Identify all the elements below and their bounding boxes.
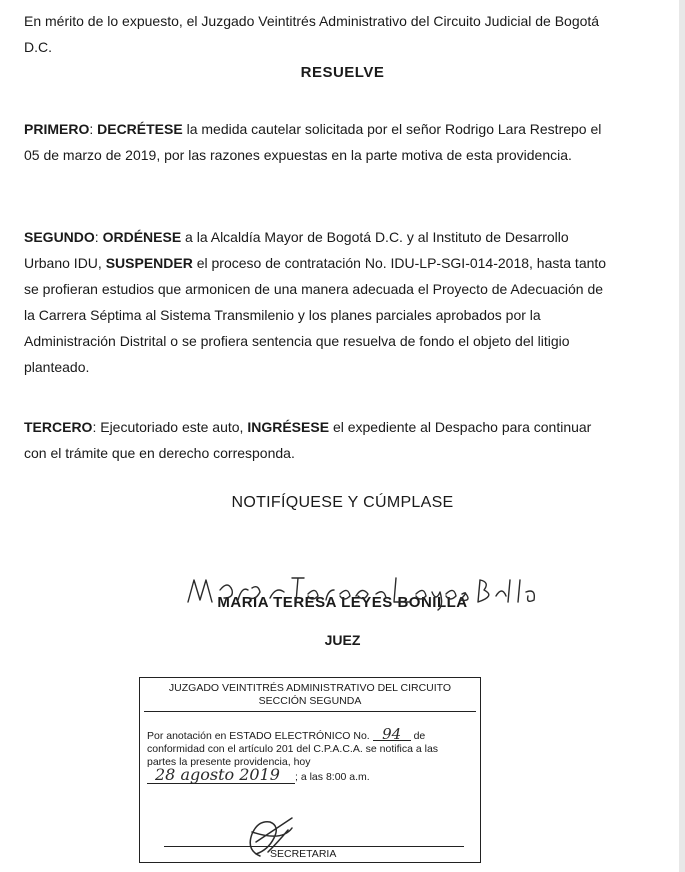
handwritten-signature bbox=[180, 566, 540, 612]
segundo-verb-2: SUSPENDER bbox=[105, 255, 193, 271]
stamp-line-1: Por anotación en ESTADO ELECTRÓNICO No. 94 de bbox=[147, 725, 426, 743]
primero-verb: DECRÉTESE bbox=[97, 121, 183, 137]
tercero-text-2: el expediente al Despacho para continuar con el trámite que en derecho corresponda. bbox=[24, 419, 592, 461]
secretary-signature bbox=[160, 812, 370, 860]
stamp-line-4: 28 agosto 2019 ; a las 8:00 a.m. bbox=[147, 767, 473, 784]
stamp-line-3: partes la presente providencia, hoy bbox=[147, 756, 311, 768]
stamp-secretary-label: SECRETARIA bbox=[270, 848, 337, 860]
segundo-text-1: a la Alcaldía Mayor de Bogotá D.C. y al Instituto de Desarrollo Urbano IDU, bbox=[24, 229, 569, 271]
stamp-header bbox=[144, 678, 476, 712]
segundo-text-2: el proceso de contratación No. IDU-LP-SGI-014-2018, hasta tanto se profieran estudios que armonicen de una manera adecuada el Proyecto de Adecuación de la Carrera Séptima al Sistema Transmilenio y los planes parciales aprobados por la Administración Distrital o se profiera sentencia que resuelva de fondo el objeto del litigio planteado. bbox=[24, 255, 607, 375]
stamp-date: 28 agosto 2019 bbox=[147, 767, 295, 784]
tercero-label: TERCERO bbox=[24, 419, 93, 435]
primero-text: la medida cautelar solicitada por el señor Rodrigo Lara Restrepo el 05 de marzo de 2019, por las razones expuestas en la parte motiva de esta providencia. bbox=[24, 121, 602, 163]
segundo-verb: ORDÉNESE bbox=[102, 229, 182, 245]
primero-label: PRIMERO bbox=[24, 121, 90, 137]
judge-name: MARIA TERESA LEYES BONILLA bbox=[217, 594, 468, 611]
stamp-body bbox=[147, 725, 473, 784]
stamp-signature-line bbox=[164, 846, 464, 847]
tercero-paragraph: TERCERO: Ejecutoriado este auto, INGRÉSESE el expediente al Despacho para continuar con el trámite que en derecho corresponda. bbox=[24, 419, 592, 461]
stamp-section: SECCIÓN SEGUNDA bbox=[258, 695, 362, 707]
stamp-line-2: conformidad con el artículo 201 del C.P.A.C.A. se notifica a las bbox=[147, 743, 439, 755]
judge-role: JUEZ bbox=[324, 632, 361, 648]
notification-stamp bbox=[139, 677, 481, 863]
tercero-verb: INGRÉSESE bbox=[247, 419, 330, 435]
tercero-text-1: Ejecutoriado este auto, bbox=[100, 419, 244, 435]
segundo-paragraph: SEGUNDO: ORDÉNESE a la Alcaldía Mayor de Bogotá D.C. y al Instituto de Desarrollo Urbano IDU, SUSPENDER el proceso de contratación No. IDU-LP-SGI-014-2018, hasta tanto se profieran estudios que armonicen de una manera adecuada el Proyecto de Adecuación de la Carrera Séptima al Sistema Transmilenio y los planes parciales aprobados por la Administración Distrital o se profiera sentencia que resuelva de fondo el objeto del litigio planteado. bbox=[24, 229, 607, 375]
scan-edge bbox=[679, 0, 685, 872]
intro-paragraph: En mérito de lo expuesto, el Juzgado Veintitrés Administrativo del Circuito Judicial de Bogotá D.C. bbox=[24, 13, 600, 55]
stamp-estado-number: 94 bbox=[373, 728, 411, 741]
segundo-label: SEGUNDO bbox=[24, 229, 95, 245]
primero-paragraph: PRIMERO: DECRÉTESE la medida cautelar solicitada por el señor Rodrigo Lara Restrepo el 05 de marzo de 2019, por las razones expuestas en la parte motiva de esta providencia. bbox=[24, 121, 602, 163]
stamp-court-name: JUZGADO VEINTITRÉS ADMINISTRATIVO DEL CIRCUITO bbox=[168, 682, 452, 694]
resuelve-heading: RESUELVE bbox=[300, 64, 385, 81]
notifiquese-heading: NOTIFÍQUESE Y CÚMPLASE bbox=[231, 494, 454, 511]
